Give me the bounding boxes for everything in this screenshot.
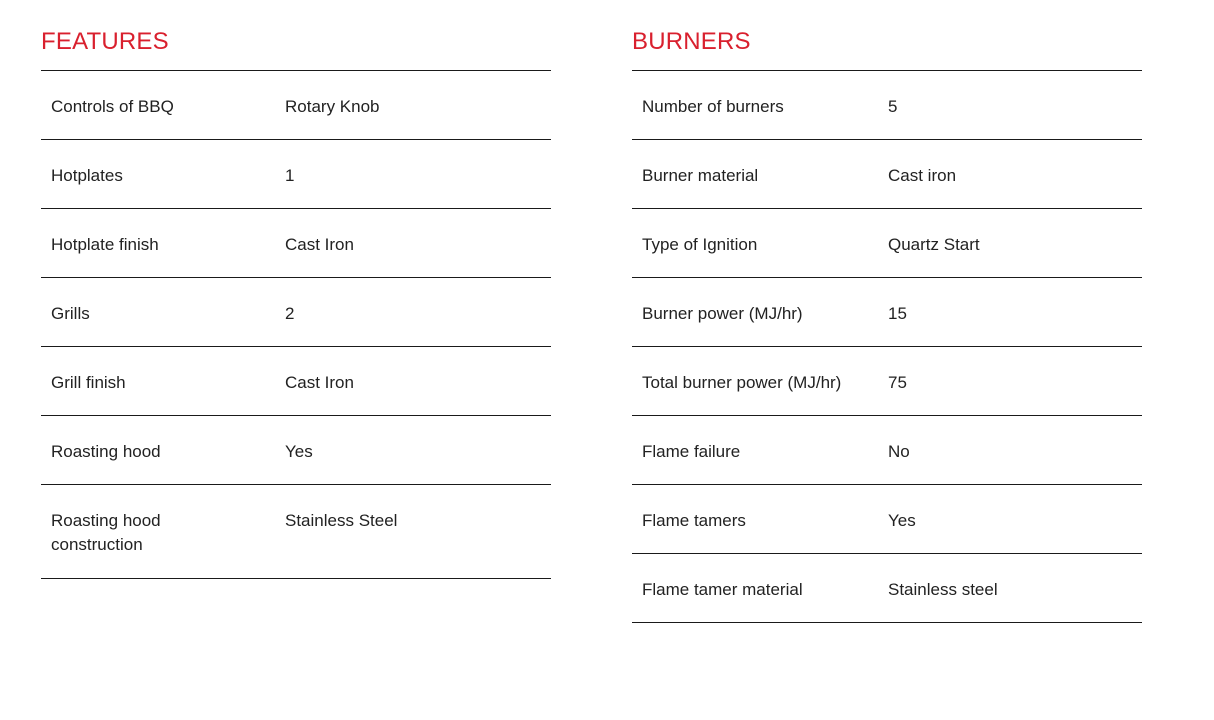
spec-value: Stainless Steel: [285, 511, 398, 530]
features-title: FEATURES: [41, 28, 169, 55]
spec-value: Cast Iron: [285, 235, 354, 254]
spec-label: Burner material: [642, 166, 759, 185]
burners-section: [632, 28, 1142, 623]
spec-label: Flame failure: [642, 442, 741, 461]
burners-title: BURNERS: [632, 28, 751, 55]
spec-label: [41, 509, 285, 578]
table-row: [632, 278, 1142, 347]
spec-value: 5: [888, 97, 898, 116]
spec-label: Hotplate finish: [51, 235, 159, 254]
spec-value: 75: [888, 373, 907, 392]
table-row: [632, 71, 1142, 140]
table-row: [632, 140, 1142, 209]
features-table: [41, 70, 551, 579]
table-row: [632, 209, 1142, 278]
spec-label: Burner power (MJ/hr): [642, 304, 803, 323]
table-row: [632, 485, 1142, 554]
spec-value: Yes: [285, 442, 313, 461]
table-row: [632, 416, 1142, 485]
spec-value: No: [888, 442, 910, 461]
spec-value: Cast iron: [888, 166, 957, 185]
spec-label: Number of burners: [642, 97, 784, 116]
spec-value: 1: [285, 166, 295, 185]
spec-value: Rotary Knob: [285, 97, 380, 116]
table-row: [632, 347, 1142, 416]
spec-value: 15: [888, 304, 907, 323]
table-row: [41, 416, 551, 485]
spec-label: Controls of BBQ: [51, 97, 174, 116]
spec-value: 2: [285, 304, 295, 323]
spec-label: Flame tamers: [642, 511, 746, 530]
spec-label: Type of Ignition: [642, 235, 758, 254]
table-row: [41, 278, 551, 347]
spec-label: Grill finish: [51, 373, 126, 392]
spec-label-text: Roasting hood construction: [51, 511, 161, 554]
table-row: [41, 209, 551, 278]
table-row: [41, 485, 551, 579]
spec-value: Stainless steel: [888, 580, 998, 599]
features-section: [41, 28, 551, 579]
spec-label: Total burner power (MJ/hr): [642, 373, 842, 392]
spec-value: Cast Iron: [285, 373, 354, 392]
spec-label: Grills: [51, 304, 90, 323]
table-row: [41, 347, 551, 416]
spec-label: Flame tamer material: [642, 580, 803, 599]
table-row: [632, 554, 1142, 623]
table-row: [41, 140, 551, 209]
spec-value: Quartz Start: [888, 235, 980, 254]
spec-label: Roasting hood: [51, 442, 161, 461]
spec-label: Hotplates: [51, 166, 123, 185]
spec-value: Yes: [888, 511, 916, 530]
burners-table: [632, 70, 1142, 623]
table-row: [41, 71, 551, 140]
